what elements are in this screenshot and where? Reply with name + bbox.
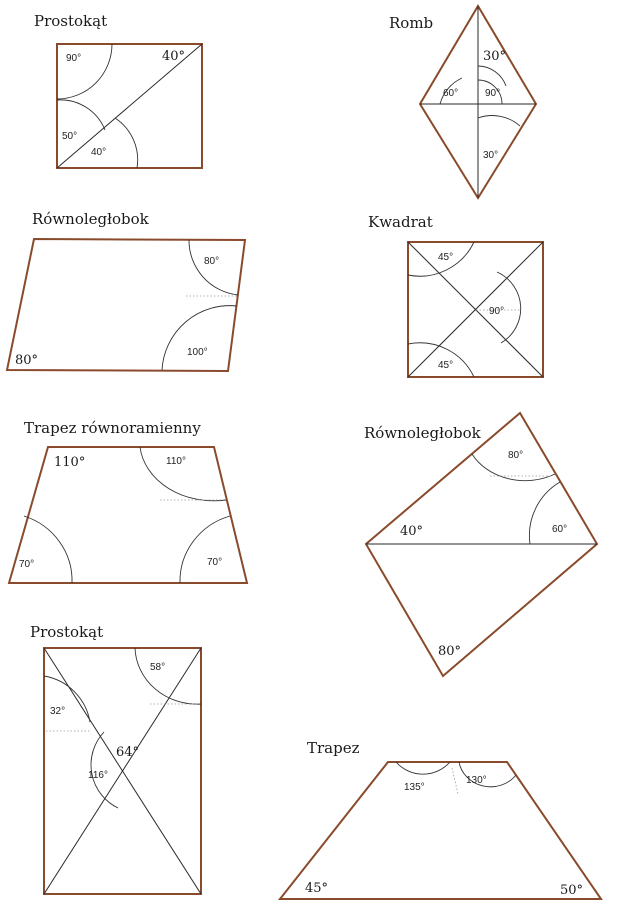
angle-label: 80° bbox=[204, 256, 220, 267]
angle-arc bbox=[189, 240, 238, 295]
angle-arc bbox=[162, 306, 237, 370]
angle-label: 58° bbox=[150, 662, 166, 673]
angle-label: 40° bbox=[162, 49, 186, 64]
angle-label: 45° bbox=[305, 881, 329, 896]
angle-label: 40° bbox=[91, 147, 107, 158]
figure-rownoleglobok-1 bbox=[7, 210, 245, 371]
figure-kwadrat bbox=[368, 213, 543, 377]
figure-title: Kwadrat bbox=[368, 213, 433, 231]
angle-label: 70° bbox=[207, 557, 223, 568]
angle-label: 80° bbox=[15, 353, 39, 368]
figure-romb bbox=[389, 6, 536, 198]
figure-title: Równoległobok bbox=[364, 424, 481, 442]
figure-prostokat-1 bbox=[34, 12, 202, 168]
angle-label: 32° bbox=[50, 706, 66, 717]
angle-label: 80° bbox=[438, 644, 462, 659]
figure-trapez bbox=[280, 739, 601, 899]
figure-title: Równoległobok bbox=[32, 210, 149, 228]
figure-title: Prostokąt bbox=[30, 623, 104, 641]
angle-label: 60° bbox=[552, 524, 568, 535]
angle-label: 110° bbox=[54, 455, 86, 470]
angle-label: 30° bbox=[483, 49, 507, 64]
angle-label: 64° bbox=[116, 745, 140, 760]
angle-label: 90° bbox=[489, 306, 505, 317]
trapezoid-shape bbox=[280, 762, 601, 899]
angle-arc bbox=[57, 100, 105, 130]
angle-arc bbox=[396, 762, 450, 774]
figure-prostokat-2 bbox=[30, 623, 201, 894]
figure-title: Prostokąt bbox=[34, 12, 108, 30]
angle-label: 70° bbox=[19, 559, 35, 570]
angle-label: 30° bbox=[483, 150, 499, 161]
angle-label: 60° bbox=[443, 88, 459, 99]
figure-rownoleglobok-2 bbox=[364, 413, 597, 676]
angle-label: 50° bbox=[62, 131, 78, 142]
figure-trapez-rownoramienny bbox=[9, 419, 247, 583]
angle-label: 110° bbox=[166, 456, 186, 467]
angle-label: 130° bbox=[466, 775, 487, 786]
figure-title: Trapez równoramienny bbox=[24, 419, 201, 437]
angle-arc bbox=[478, 66, 506, 86]
angle-label: 135° bbox=[404, 782, 425, 793]
angle-label: 116° bbox=[88, 770, 108, 781]
angle-arc bbox=[180, 516, 230, 583]
figure-title: Romb bbox=[389, 14, 434, 32]
angle-label: 80° bbox=[508, 450, 524, 461]
angle-label: 45° bbox=[438, 360, 454, 371]
angle-label: 90° bbox=[485, 88, 501, 99]
angle-arc bbox=[478, 116, 520, 126]
angle-label: 90° bbox=[66, 53, 82, 64]
angle-arc bbox=[115, 118, 138, 168]
angle-label: 100° bbox=[187, 347, 208, 358]
angle-label: 50° bbox=[560, 883, 584, 898]
angle-arc bbox=[135, 648, 201, 704]
angle-arc bbox=[24, 516, 72, 583]
angle-label: 45° bbox=[438, 252, 454, 263]
dotted-guide bbox=[452, 768, 458, 794]
angle-label: 40° bbox=[400, 524, 424, 539]
figure-title: Trapez bbox=[307, 739, 360, 757]
